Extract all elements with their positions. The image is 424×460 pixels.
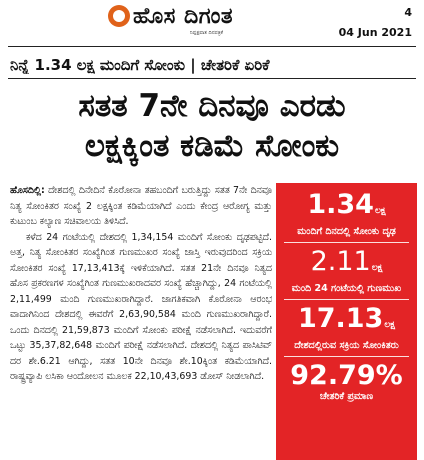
stat-unit: ಲಕ್ಷ bbox=[371, 263, 383, 273]
newspaper-title: ಹೊಸ ದಿಗಂತ bbox=[133, 3, 234, 29]
stats-panel bbox=[276, 183, 417, 460]
stat-unit: ಲಕ್ಷ bbox=[384, 320, 396, 330]
headline-line-2: ಲಕ್ಷಕ್ಕಿಂತ ಕಡಿಮೆ ಸೋಂಕು bbox=[84, 128, 340, 164]
sun-logo-icon bbox=[108, 5, 130, 27]
dateline: ಹೊಸದಿಲ್ಲಿ: bbox=[10, 185, 45, 196]
kicker-rule bbox=[8, 78, 416, 79]
newspaper-logo bbox=[108, 2, 233, 30]
stat-recovery-rate bbox=[276, 357, 417, 407]
stat-label: ಮಂದಿ 24 ಗಂಟೆಯಲ್ಲಿ ಗುಣಮುಖ bbox=[291, 283, 402, 294]
masthead bbox=[0, 0, 424, 44]
stat-label: ಮಂದಿಗೆ ದಿನದಲ್ಲಿ ಸೋಂಕು ದೃಢ bbox=[297, 226, 396, 237]
stat-label: ಚೇತರಿಕೆ ಪ್ರಮಾಣ bbox=[319, 391, 374, 402]
article-paragraph: ಕಳೆದ 24 ಗಂಟೆಯಲ್ಲಿ ದೇಶದಲ್ಲಿ 1,34,154 ಮಂದಿಗೆ ಸೋಂಕು ದೃಢಪಟ್ಟಿದೆ. ಅತ್ತ, ನಿತ್ಯ ಸೋಂಕಿತರ ಸಂಖ್ಯೆಗಿಂತ ಗುಣಮುಖರ ಸಂಖ್ಯೆ ಜಾಸ್ತಿ ಇರುವುದರಿಂದ ಸಕ್ರಿಯ ಸೋಂಕಿತರ ಸಂಖ್ಯೆ 17,13,413ಕ್ಕೆ ಇಳಿಕೆಯಾಗಿದೆ. ಸತತ 21ನೇ ದಿನವೂ ನಿತ್ಯದ ಹೊಸ ಪ್ರಕರಣಗಳ ಸಂಖ್ಯೆಗಿಂತ ಗುಣಮುಖರಾದವರ ಸಂಖ್ಯೆ ಹೆಚ್ಚಾಗಿದ್ದು, 24 ಗಂಟೆಯಲ್ಲಿ 2,11,499 ಮಂದಿ ಗುಣಮುಖರಾಗಿದ್ದಾರೆ. ಜಾಗತಿಕವಾಗಿ ಕೊರೋನಾ ಆರಂಭ ವಾದಾಗಿನಿಂದ ದೇಶದಲ್ಲಿ ಈವರೆಗೆ 2,63,90,584 ಮಂದಿ ಗುಣಮುಖರಾಗಿದ್ದಾರೆ. ಒಂದು ದಿನದಲ್ಲಿ 21,59,873 ಮಂದಿಗೆ ಸೋಂಕು ಪರೀಕ್ಷೆ ನಡೆಸಲಾಗಿದೆ. ಇದುವರೆಗೆ ಒಟ್ಟು 35,37,82,648 ಮಂದಿಗೆ ಪರೀಕ್ಷೆ ನಡೆಸಲಾಗಿದೆ. ದೇಶದಲ್ಲಿ ನಿತ್ಯದ ಪಾಸಿಟಿವ್ ದರ ಶೇ.6.21 ಆಗಿದ್ದು, ಸತತ 10ನೇ ದಿನವೂ ಶೇ.10ಕ್ಕಿಂತ ಕಡಿಮೆಯಾಗಿದೆ. ರಾಷ್ಟ್ರವ್ಯಾಪಿ ಲಸಿಕಾ ಆಂದೋಲನ ಮೂಲಕ 22,10,43,693 ಡೋಸ್ ನೀಡಲಾಗಿದೆ. bbox=[10, 231, 272, 382]
newspaper-tagline: ನಿಷ್ಪಕ್ಷಪಾತ ದಿನಪತ್ರಿಕೆ bbox=[190, 30, 224, 36]
headline-line-1: ಸತತ 7ನೇ ದಿನವೂ ಎರಡು bbox=[78, 88, 346, 124]
page-number: 4 bbox=[404, 6, 412, 19]
stat-label: ದೇಶದಲ್ಲಿರುವ ಸಕ್ರಿಯ ಸೋಂಕಿತರು bbox=[294, 340, 399, 351]
stat-unit: ಲಕ್ಷ bbox=[374, 206, 386, 216]
kicker-line: ನಿನ್ನೆ 1.34 ಲಕ್ಷ ಮಂದಿಗೆ ಸೋಂಕು | ಚೇತರಿಕೆ ಏರಿಕೆ bbox=[10, 56, 270, 74]
stat-active-cases bbox=[276, 300, 417, 356]
article-body bbox=[10, 183, 272, 460]
stat-recovered bbox=[276, 243, 417, 299]
edition-date: 04 Jun 2021 bbox=[338, 26, 412, 39]
top-rule bbox=[8, 46, 416, 47]
stat-value: 17.13 bbox=[297, 303, 384, 334]
stat-value: 1.34 bbox=[307, 189, 374, 220]
stat-new-cases bbox=[276, 186, 417, 242]
article-paragraph bbox=[10, 183, 272, 230]
stat-value: 92.79% bbox=[290, 360, 403, 391]
stat-value: 2.11 bbox=[310, 246, 371, 277]
article-paragraph-text: ದೇಶದಲ್ಲಿ ದಿನೇದಿನೆ ಕೊರೋನಾ ತಹಬಂದಿಗೆ ಬರುತ್ತಿದ್ದು ಸತತ 7ನೇ ದಿನವೂ ನಿತ್ಯ ಸೋಂಕಿತರ ಸಂಖ್ಯೆ 2 ಲಕ್ಷಕ್ಕಿಂತ ಕಡಿಮೆಯಾಗಿದೆ ಎಂದು ಕೇಂದ್ರ ಆರೋಗ್ಯ ಮತ್ತು ಕುಟುಂಬ ಕಲ್ಯಾಣ ಸಚಿವಾಲಯ ತಿಳಿಸಿದೆ. bbox=[10, 185, 272, 227]
